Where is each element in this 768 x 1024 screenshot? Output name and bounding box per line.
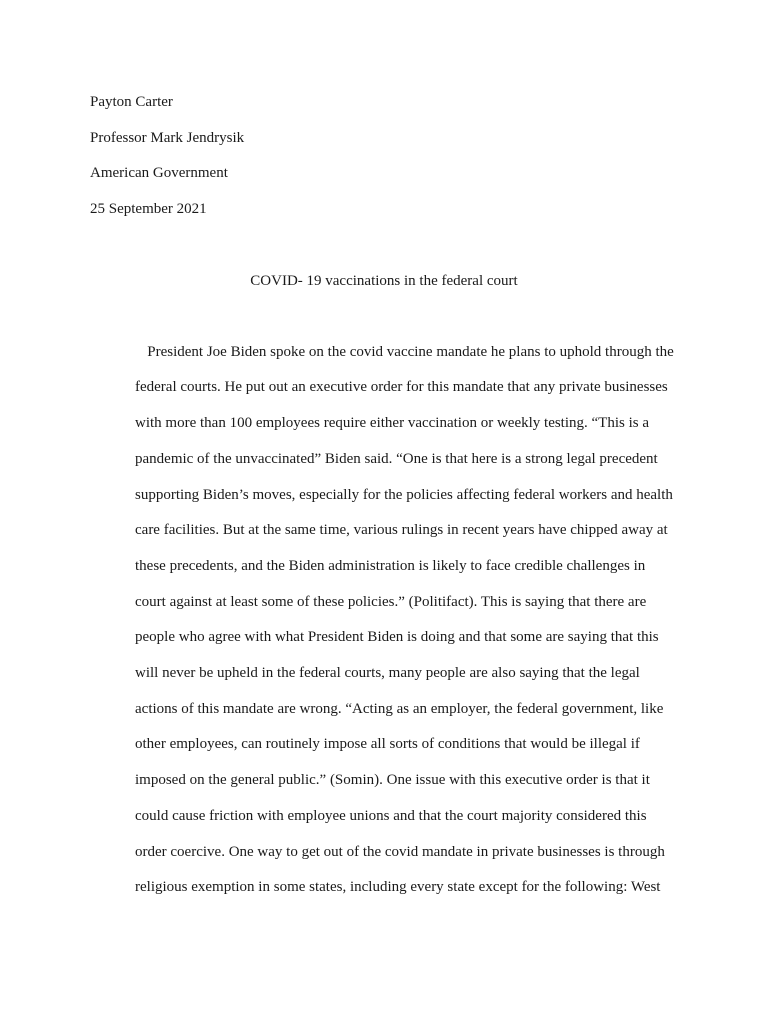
body-line: imposed on the general public.” (Somin). One issue with this executive order is that it [135,772,650,788]
body-line: order coercive. One way to get out of the covid mandate in private businesses is through [135,844,665,860]
body-line: federal courts. He put out an executive order for this mandate that any private businesses [135,379,668,395]
body-line: pandemic of the unvaccinated” Biden said. “One is that here is a strong legal precedent [135,451,658,467]
body-line: people who agree with what President Biden is doing and that some are saying that this [135,629,659,645]
body-line: actions of this mandate are wrong. “Acting as an employer, the federal government, like [135,701,664,717]
body-line: religious exemption in some states, including every state except for the following: West [135,879,661,895]
course-name: American Government [90,165,228,181]
author-name: Payton Carter [90,94,173,110]
body-line: court against at least some of these policies.” (Politifact). This is saying that there are [135,594,647,610]
body-line: these precedents, and the Biden administration is likely to face credible challenges in [135,558,646,574]
body-line: supporting Biden’s moves, especially for the policies affecting federal workers and health [135,487,673,503]
body-line: with more than 100 employees require either vaccination or weekly testing. “This is a [135,415,650,431]
essay-date: 25 September 2021 [90,201,207,217]
body-line: other employees, can routinely impose all sorts of conditions that would be illegal if [135,736,640,752]
essay-title: COVID- 19 vaccinations in the federal court [250,273,518,289]
body-line: care facilities. But at the same time, various rulings in recent years have chipped away at [135,522,668,538]
body-line: will never be upheld in the federal courts, many people are also saying that the legal [135,665,640,681]
professor-name: Professor Mark Jendrysik [90,130,245,146]
body-line: could cause friction with employee unions and that the court majority considered this [135,808,647,824]
body-line: President Joe Biden spoke on the covid vaccine mandate he plans to uphold through the [136,344,674,360]
